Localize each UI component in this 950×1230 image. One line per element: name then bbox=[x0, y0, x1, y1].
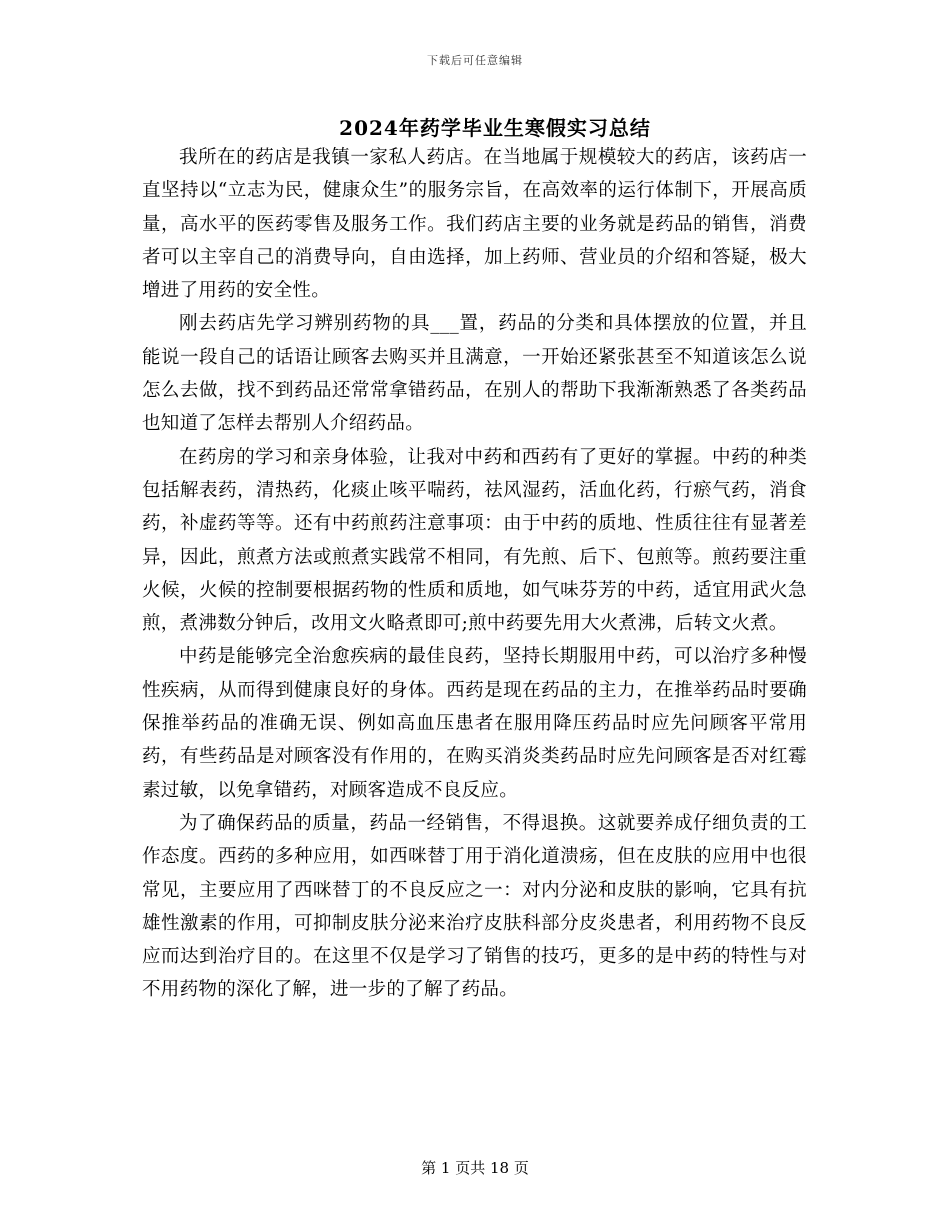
document-title: 2024年药学毕业生寒假实习总结 bbox=[339, 116, 651, 140]
document-body bbox=[142, 141, 807, 1007]
page-number: 第 1 页共 18 页 bbox=[421, 1159, 529, 1177]
paragraph-3: 在药房的学习和亲身体验，让我对中药和西药有了更好的掌握。中药的种类包括解表药，清热药，化痰止咳平喘药，祛风湿药，活血化药，行瘀气药，消食药，补虚药等等。还有中药煎药注意事项：由于中药的质地、性质往往有显著差异，因此，煎煮方法或煎煮实践常不相同，有先煎、后下、包煎等。煎药要注重火候，火候的控制要根据药物的性质和质地，如气味芬芳的中药，适宜用武火急煎，煮沸数分钟后，改用文火略煮即可;煎中药要先用大火煮沸，后转文火煮。 bbox=[142, 446, 807, 635]
paragraph-4: 中药是能够完全治愈疾病的最佳良药，坚持长期服用中药，可以治疗多种慢性疾病，从而得到健康良好的身体。西药是现在药品的主力，在推举药品时要确保推举药品的准确无误、例如高血压患者在服用降压药品时应先问顾客平常用药，有些药品是对顾客没有作用的，在购买消炎类药品时应先问顾客是否对红霉素过敏，以免拿错药，对顾客造成不良反应。 bbox=[142, 646, 807, 801]
paragraph-1: 我所在的药店是我镇一家私人药店。在当地属于规模较大的药店，该药店一直坚持以“立志为民，健康众生”的服务宗旨，在高效率的运行体制下，开展高质量，高水平的医药零售及服务工作。我们药店主要的业务就是药品的销售，消费者可以主宰自己的消费导向，自由选择，加上药师、营业员的介绍和答疑，极大增进了用药的安全性。 bbox=[142, 147, 807, 302]
paragraph-2: 刚去药店先学习辨别药物的具___置，药品的分类和具体摆放的位置，并且能说一段自己的话语让顾客去购买并且满意，一开始还紧张甚至不知道该怎么说怎么去做，找不到药品还常常拿错药品，在别人的帮助下我渐渐熟悉了各类药品也知道了怎样去帮别人介绍药品。 bbox=[142, 313, 807, 435]
paragraph-5: 为了确保药品的质量，药品一经销售，不得退换。这就要养成仔细负责的工作态度。西药的多种应用，如西咪替丁用于消化道溃疡，但在皮肤的应用中也很常见，主要应用了西咪替丁的不良反应之一：对内分泌和皮肤的影响，它具有抗雄性激素的作用，可抑制皮肤分泌来治疗皮肤科部分皮炎患者，利用药物不良反应而达到治疗目的。在这里不仅是学习了销售的技巧，更多的是中药的特性与对不用药物的深化了解，进一步的了解了药品。 bbox=[142, 812, 807, 1001]
header-note: 下载后可任意编辑 bbox=[427, 54, 523, 67]
